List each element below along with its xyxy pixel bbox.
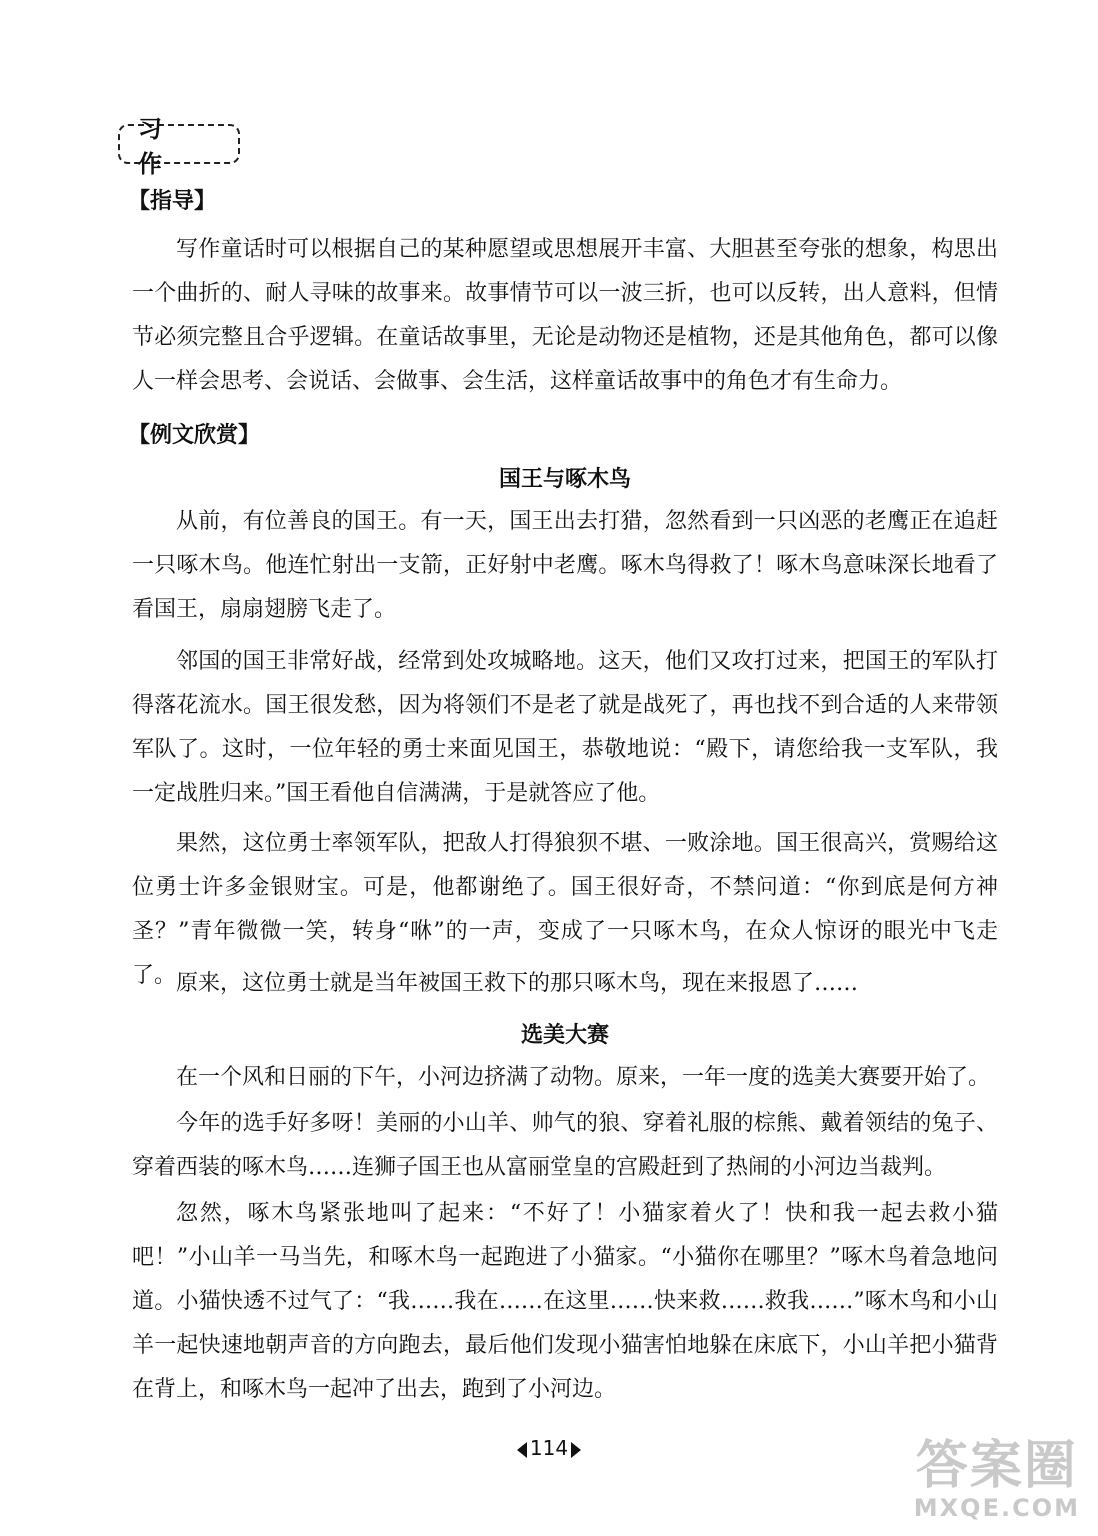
story2-paragraph: 今年的选手好多呀！美丽的小山羊、帅气的狼、穿着礼服的棕熊、戴着领结的兔子、穿着西装的啄木鸟……连狮子国王也从富丽堂皇的宫殿赶到了热闹的小河边当裁判。 bbox=[132, 1111, 998, 1180]
watermark-url: MXQE.COM bbox=[913, 1494, 1080, 1522]
examples-label: 【例文欣赏】 bbox=[128, 423, 261, 448]
page-number-text: 114 bbox=[529, 1436, 569, 1460]
guide-label: 【指导】 bbox=[128, 189, 217, 214]
section-heading: 习 作 bbox=[138, 115, 180, 178]
left-triangle-icon bbox=[517, 1442, 527, 1458]
story1-paragraph: 从前，有位善良的国王。有一天，国王出去打猎，忽然看到一只凶恶的老鹰正在追赶一只啄木鸟。他连忙射出一支箭，正好射中老鹰。啄木鸟得救了！啄木鸟意味深长地看了看国王，扇扇翅膀飞走了。 bbox=[132, 509, 998, 622]
story1-paragraph: 原来，这位勇士就是当年被国王救下的那只啄木鸟，现在来报恩了…… bbox=[176, 971, 859, 996]
story1-paragraph: 邻国的国王非常好战，经常到处攻城略地。这天，他们又攻打过来，把国王的军队打得落花流水。国王很发愁，因为将领们不是老了就是战死了，再也找不到合适的人来带领军队了。这时，一位年轻的勇士来面见国王，恭敬地说：“殿下，请您给我一支军队，我一定战胜归来。”国王看他自信满满，于是就答应了他。 bbox=[132, 649, 998, 806]
story2-title: 选美大赛 bbox=[520, 1023, 609, 1048]
story1-title: 国王与啄木鸟 bbox=[498, 467, 631, 492]
story2-paragraph: 在一个风和日丽的下午，小河边挤满了动物。原来，一年一度的选美大赛要开始了。 bbox=[176, 1065, 991, 1090]
story1-paragraph: 果然，这位勇士率领军队，把敌人打得狼狈不堪、一败涂地。国王很高兴，赏赐给这位勇士许多金银财宝。可是，他都谢绝了。国王很好奇，不禁问道：“你到底是何方神圣？”青年微微一笑，转身“咻”的一声，变成了一只啄木鸟，在众人惊讶的眼光中飞走了。 bbox=[132, 831, 998, 988]
watermark bbox=[914, 1438, 1080, 1522]
story2-paragraph: 忽然，啄木鸟紧张地叫了起来：“不好了！小猫家着火了！快和我一起去救小猫吧！”小山羊一马当先，和啄木鸟一起跑进了小猫家。“小猫你在哪里？”啄木鸟着急地问道。小猫快透不过气了：“我……我在……在这里……快来救……救我……”啄木鸟和小山羊一起快速地朝声音的方向跑去，最后他们发现小猫害怕地躲在床底下，小山羊把小猫背在背上，和啄木鸟一起冲了出去，跑到了小河边。 bbox=[132, 1201, 998, 1402]
guide-paragraph: 写作童话时可以根据自己的某种愿望或思想展开丰富、大胆甚至夸张的想象，构思出一个曲折的、耐人寻味的故事来。故事情节可以一波三折，也可以反转，出人意料，但情节必须完整且合乎逻辑。在童话故事里，无论是动物还是植物，还是其他角色，都可以像人一样会思考、会说话、会做事、会生活，这样童话故事中的角色才有生命力。 bbox=[132, 237, 998, 394]
section-heading-box bbox=[118, 115, 240, 178]
watermark-logo: 答案圈 bbox=[915, 1436, 1078, 1496]
right-triangle-icon bbox=[571, 1442, 581, 1458]
